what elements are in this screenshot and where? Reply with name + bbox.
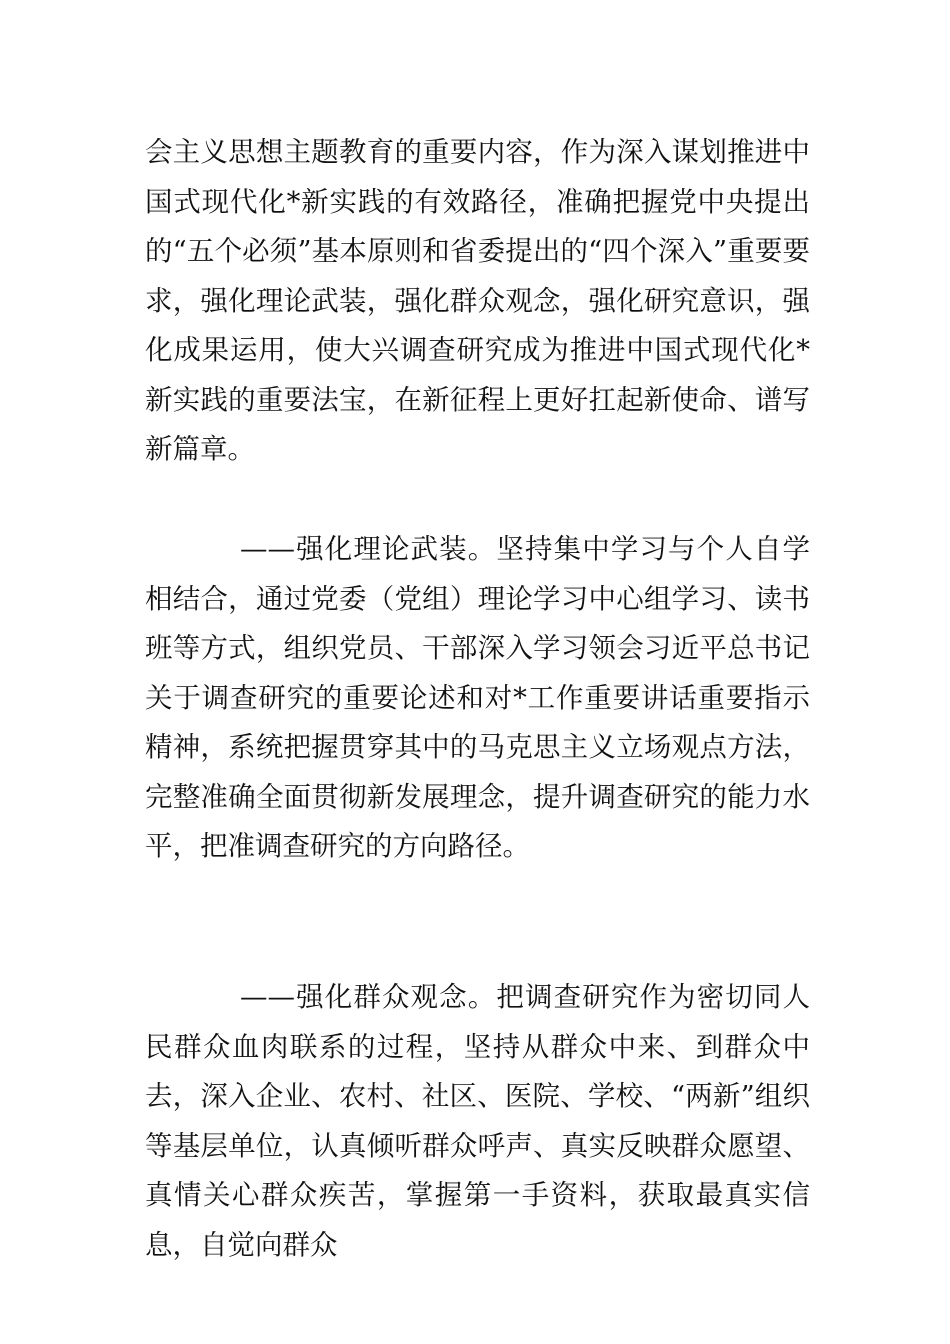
paragraph-continuation: 会主义思想主题教育的重要内容，作为深入谋划推进中国式现代化*新实践的有效路径，准确把握党中央提出的“五个必须”基本原则和省委提出的“四个深入”重要要求，强化理论武装，强化群众观念，强化研究意识，强化成果运用，使大兴调查研究成为推进中国式现代化*新实践的重要法宝，在新征程上更好扛起新使命、谱写新篇章。 <box>145 136 810 465</box>
paragraph-mass-concept: ——强化群众观念。把调查研究作为密切同人民群众血肉联系的过程，坚持从群众中来、到群众中去，深入企业、农村、社区、医院、学校、“两新”组织等基层单位，认真倾听群众呼声、真实反映群众愿望、真情关心群众疾苦，掌握第一手资料，获取最真实信息，自觉向群众 <box>145 981 810 1261</box>
paragraph-theory-armament: ——强化理论武装。坚持集中学习与个人自学相结合，通过党委（党组）理论学习中心组学习、读书班等方式，组织党员、干部深入学习领会习近平总书记关于调查研究的重要论述和对*工作重要讲话重要指示精神，系统把握贯穿其中的马克思主义立场观点方法，完整准确全面贯彻新发展理念，提升调查研究的能力水平，把准调查研究的方向路径。 <box>145 533 810 862</box>
